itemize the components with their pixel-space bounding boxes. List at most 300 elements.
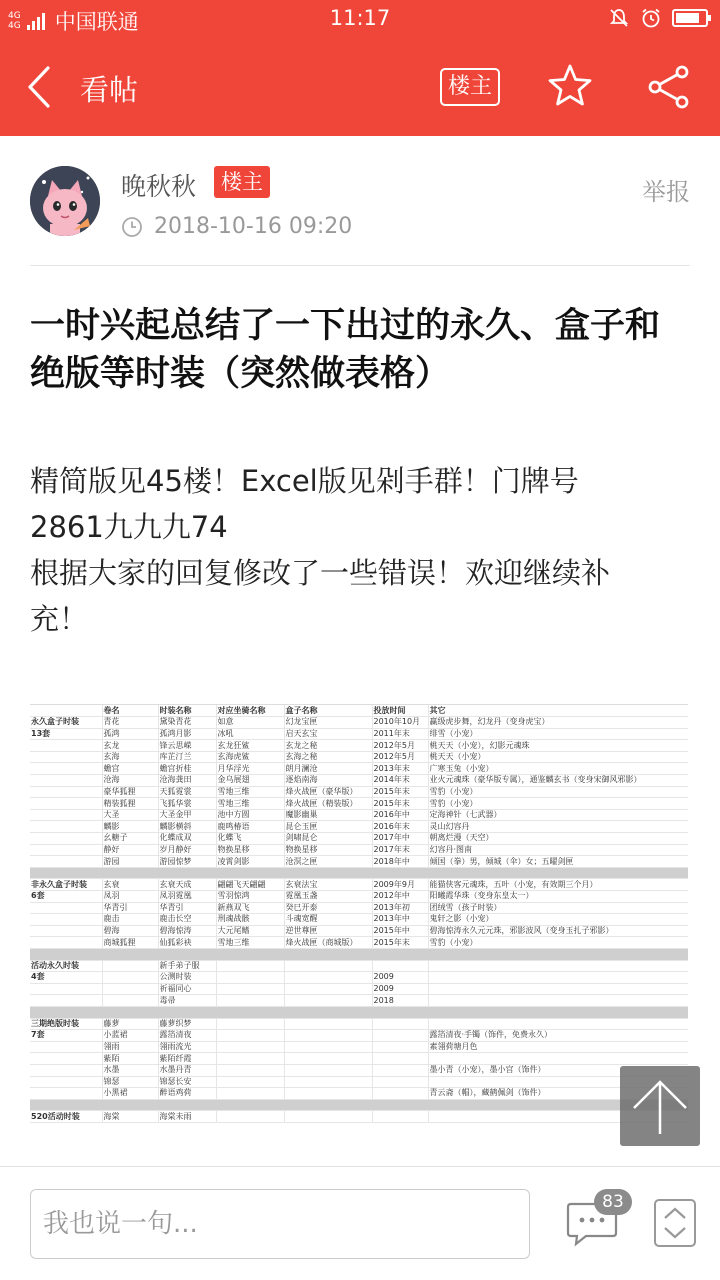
table-cell: 玄衰法宝 bbox=[284, 879, 372, 891]
table-row bbox=[30, 995, 688, 1007]
table-cell bbox=[216, 960, 284, 972]
table-cell: 孤鸿月影 bbox=[158, 728, 216, 740]
table-cell: 阳曦霞华珠（变身东皇太一） bbox=[428, 891, 688, 903]
table-cell: 化蝶成双 bbox=[158, 833, 216, 845]
scroll-toggle-button[interactable] bbox=[654, 1199, 696, 1247]
table-cell: 2011年末 bbox=[372, 728, 428, 740]
table-cell: 雪羽惊鸿 bbox=[216, 891, 284, 903]
table-cell bbox=[216, 1053, 284, 1065]
table-cell: 翎雨流光 bbox=[158, 1041, 216, 1053]
table-cell: 灵山幻容丹 bbox=[428, 821, 688, 833]
table-cell: 游园惊梦 bbox=[158, 856, 216, 868]
owner-badge: 楼主 bbox=[214, 166, 270, 198]
back-arrow-icon[interactable] bbox=[20, 64, 64, 110]
table-cell: 蟾宫 bbox=[102, 763, 158, 775]
table-row bbox=[30, 937, 688, 949]
table-cell: 业火元魂珠（豪华版专属），通鉴麟玄书（变身宋御风邪影） bbox=[428, 775, 688, 787]
table-cell: 水墨 bbox=[102, 1064, 158, 1076]
table-cell: 2013年初 bbox=[372, 902, 428, 914]
table-cell: 凌霄剑影 bbox=[216, 856, 284, 868]
table-cell: 对应坐骑名称 bbox=[216, 705, 284, 717]
table-cell: 2018 bbox=[372, 995, 428, 1007]
table-cell: 非永久盒子时装 bbox=[30, 879, 102, 891]
table-cell: 烽火战匣（商城版） bbox=[284, 937, 372, 949]
alarm-icon bbox=[640, 7, 662, 29]
arrow-up-icon bbox=[620, 1066, 700, 1146]
table-cell: 醉语鸡荷 bbox=[158, 1088, 216, 1100]
table-cell bbox=[216, 995, 284, 1007]
table-cell bbox=[284, 972, 372, 984]
table-row bbox=[30, 1053, 688, 1065]
table-cell: 鹿鸣椿语 bbox=[216, 821, 284, 833]
table-cell bbox=[216, 1030, 284, 1042]
bottom-bar bbox=[0, 1166, 720, 1280]
table-cell: 露箔清夜·手镯（饰件，免费永久） bbox=[428, 1030, 688, 1042]
table-separator bbox=[30, 867, 688, 879]
table-cell bbox=[284, 1053, 372, 1065]
table-cell bbox=[30, 833, 102, 845]
table-cell bbox=[284, 1018, 372, 1030]
network-type-bottom: 4G bbox=[8, 21, 21, 31]
share-icon[interactable] bbox=[646, 64, 692, 110]
post-body-line: 精简版见45楼！Excel版见剁手群！门牌号 bbox=[30, 464, 579, 498]
table-cell: 祈福同心 bbox=[158, 983, 216, 995]
table-cell bbox=[30, 844, 102, 856]
table-row bbox=[30, 891, 688, 903]
table-cell: 物换星移 bbox=[216, 844, 284, 856]
table-cell: 鹿击长空 bbox=[158, 914, 216, 926]
table-cell bbox=[30, 775, 102, 787]
table-cell bbox=[30, 914, 102, 926]
table-cell bbox=[284, 1076, 372, 1088]
table-cell: 玄龙 bbox=[102, 740, 158, 752]
table-cell: 幻容丹·图南 bbox=[428, 844, 688, 856]
table-cell: 2016年末 bbox=[372, 821, 428, 833]
table-cell bbox=[30, 1076, 102, 1088]
table-cell bbox=[284, 960, 372, 972]
table-cell: 玄衰 bbox=[102, 879, 158, 891]
table-cell bbox=[216, 1076, 284, 1088]
table-cell: 斗魂宽醒 bbox=[284, 914, 372, 926]
table-cell bbox=[284, 1030, 372, 1042]
table-row bbox=[30, 925, 688, 937]
table-cell: 游园 bbox=[102, 856, 158, 868]
battery-level bbox=[676, 13, 699, 23]
table-row bbox=[30, 914, 688, 926]
table-cell: 投放时间 bbox=[372, 705, 428, 717]
table-row bbox=[30, 809, 688, 821]
table-cell: 新手弟子服 bbox=[158, 960, 216, 972]
table-cell: 麟影横斜 bbox=[158, 821, 216, 833]
table-cell: 昆仑玉匣 bbox=[284, 821, 372, 833]
table-cell: 露箔清夜 bbox=[158, 1030, 216, 1042]
table-cell: 团绒雪（孩子时装） bbox=[428, 902, 688, 914]
table-cell: 孤鸿 bbox=[102, 728, 158, 740]
status-bar bbox=[0, 0, 720, 38]
table-row bbox=[30, 751, 688, 763]
table-cell: 黛染青花 bbox=[158, 717, 216, 729]
table-cell: 2015年末 bbox=[372, 798, 428, 810]
table-cell: 魔影幽巢 bbox=[284, 809, 372, 821]
owner-only-button[interactable]: 楼主 bbox=[440, 68, 500, 106]
table-cell bbox=[428, 995, 688, 1007]
table-cell: 2013年末 bbox=[372, 763, 428, 775]
table-cell bbox=[428, 960, 688, 972]
table-cell: 2012年5月 bbox=[372, 740, 428, 752]
table-cell bbox=[30, 809, 102, 821]
table-cell bbox=[30, 925, 102, 937]
table-cell: 锦瑟长安 bbox=[158, 1076, 216, 1088]
table-cell bbox=[372, 1018, 428, 1030]
page-title: 看帖 bbox=[80, 73, 139, 107]
table-cell: 朗月澜沧 bbox=[284, 763, 372, 775]
table-cell: 2015年中 bbox=[372, 925, 428, 937]
table-cell: 2012年5月 bbox=[372, 751, 428, 763]
table-row bbox=[30, 960, 688, 972]
table-cell: 2015年末 bbox=[372, 937, 428, 949]
table-cell: 盒子名称 bbox=[284, 705, 372, 717]
table-cell bbox=[30, 937, 102, 949]
table-cell bbox=[372, 1064, 428, 1076]
table-cell: 天狐霓裳 bbox=[158, 786, 216, 798]
table-cell bbox=[216, 983, 284, 995]
table-cell bbox=[30, 1041, 102, 1053]
table-cell: 岁月静好 bbox=[158, 844, 216, 856]
table-cell: 紫陌 bbox=[102, 1053, 158, 1065]
table-cell: 物换星移 bbox=[284, 844, 372, 856]
table-cell bbox=[216, 1041, 284, 1053]
table-cell bbox=[284, 1064, 372, 1076]
table-row bbox=[30, 972, 688, 984]
table-row bbox=[30, 775, 688, 787]
table-cell: 卷名 bbox=[102, 705, 158, 717]
separator-cell bbox=[30, 1006, 688, 1018]
table-cell: 永久盒子时装 bbox=[30, 717, 102, 729]
table-cell: 翩翩飞天翩翩 bbox=[216, 879, 284, 891]
table-cell: 海棠未雨 bbox=[158, 1111, 216, 1123]
table-cell: 癸巳开泰 bbox=[284, 902, 372, 914]
table-cell: 凤羽 bbox=[102, 891, 158, 903]
table-cell: 玄海之秘 bbox=[284, 751, 372, 763]
table-cell: 青花 bbox=[102, 717, 158, 729]
report-link[interactable]: 举报 bbox=[642, 178, 690, 206]
table-row bbox=[30, 902, 688, 914]
fashion-table bbox=[30, 705, 688, 1123]
table-cell: 蟾宫折桂 bbox=[158, 763, 216, 775]
reply-input[interactable]: 我也说一句... bbox=[30, 1189, 530, 1259]
table-row bbox=[30, 821, 688, 833]
table-cell: 沧溟之匣 bbox=[284, 856, 372, 868]
back-to-top-button[interactable] bbox=[620, 1066, 700, 1146]
table-cell: 逆世尊匣 bbox=[284, 925, 372, 937]
post-body bbox=[30, 458, 694, 642]
table-cell: 玄龙之秘 bbox=[284, 740, 372, 752]
table-row bbox=[30, 1088, 688, 1100]
table-cell: 玄衰天成 bbox=[158, 879, 216, 891]
table-cell: 小蓝裙 bbox=[102, 1030, 158, 1042]
table-cell bbox=[30, 705, 102, 717]
table-cell: 玄海虎鲨 bbox=[216, 751, 284, 763]
table-row bbox=[30, 879, 688, 891]
table-cell: 沧海 bbox=[102, 775, 158, 787]
table-cell: 7套 bbox=[30, 1030, 102, 1042]
table-cell bbox=[284, 995, 372, 1007]
table-cell: 刑魂战骸 bbox=[216, 914, 284, 926]
table-cell: 能猫侠客元魂珠，五叶（小宠，有效期三个月） bbox=[428, 879, 688, 891]
table-cell: 库芷汀兰 bbox=[158, 751, 216, 763]
table-cell bbox=[372, 1041, 428, 1053]
table-cell: 烽火战匣（豪华版） bbox=[284, 786, 372, 798]
table-cell: 池中方圆 bbox=[216, 809, 284, 821]
table-cell: 2009 bbox=[372, 972, 428, 984]
table-cell: 青云斋（帽），藏鹤佩剑（饰件） bbox=[428, 1088, 688, 1100]
table-cell bbox=[30, 983, 102, 995]
table-cell: 520活动时装 bbox=[30, 1111, 102, 1123]
table-row bbox=[30, 763, 688, 775]
table-cell: 逐焰南海 bbox=[284, 775, 372, 787]
table-cell: 精装狐狸 bbox=[102, 798, 158, 810]
table-cell: 锦瑟 bbox=[102, 1076, 158, 1088]
table-cell: 海棠 bbox=[102, 1111, 158, 1123]
clock-icon bbox=[121, 216, 143, 238]
table-cell: 仙狐彩袂 bbox=[158, 937, 216, 949]
comment-count-badge: 83 bbox=[594, 1189, 632, 1215]
table-cell bbox=[30, 786, 102, 798]
table-cell: 毒帚 bbox=[158, 995, 216, 1007]
table-cell: 大元尾鳍 bbox=[216, 925, 284, 937]
table-cell bbox=[30, 902, 102, 914]
table-cell: 桃天天（小宠），幻影元魂珠 bbox=[428, 740, 688, 752]
table-cell: 幻龙宝匣 bbox=[284, 717, 372, 729]
table-cell bbox=[216, 1064, 284, 1076]
table-cell bbox=[30, 798, 102, 810]
table-cell bbox=[30, 1088, 102, 1100]
table-cell bbox=[372, 1088, 428, 1100]
table-cell: 小黑裙 bbox=[102, 1088, 158, 1100]
table-row bbox=[30, 1076, 688, 1088]
table-row bbox=[30, 1018, 688, 1030]
table-cell: 启天玄宝 bbox=[284, 728, 372, 740]
table-cell: 2009 bbox=[372, 983, 428, 995]
table-cell bbox=[284, 1111, 372, 1123]
table-cell: 雪地三维 bbox=[216, 786, 284, 798]
table-row bbox=[30, 786, 688, 798]
table-header-row bbox=[30, 705, 688, 717]
table-cell: 翎雨 bbox=[102, 1041, 158, 1053]
table-cell: 玄龙狂鲨 bbox=[216, 740, 284, 752]
table-cell: 朝离烂漫（天空） bbox=[428, 833, 688, 845]
post-title: 一时兴起总结了一下出过的永久、盒子和绝版等时装（突然做表格） bbox=[30, 306, 661, 394]
mute-icon bbox=[608, 7, 630, 29]
table-cell: 2015年末 bbox=[372, 786, 428, 798]
table-row bbox=[30, 833, 688, 845]
table-cell: 2009年9月 bbox=[372, 879, 428, 891]
table-cell bbox=[216, 1088, 284, 1100]
table-cell: 大圣 bbox=[102, 809, 158, 821]
table-cell: 雪地三维 bbox=[216, 937, 284, 949]
table-cell: 2014年末 bbox=[372, 775, 428, 787]
table-cell bbox=[372, 1111, 428, 1123]
table-row bbox=[30, 1111, 688, 1123]
table-cell: 6套 bbox=[30, 891, 102, 903]
post-body-line: 2861九九九74 bbox=[30, 510, 228, 544]
table-cell: 麟影 bbox=[102, 821, 158, 833]
table-cell: 碧海 bbox=[102, 925, 158, 937]
table-cell: 公测时装 bbox=[158, 972, 216, 984]
table-cell bbox=[30, 1053, 102, 1065]
post-body-line: 根据大家的回复修改了一些错误！欢迎继续补 bbox=[30, 556, 611, 590]
table-cell: 2018年中 bbox=[372, 856, 428, 868]
table-cell: 2016年中 bbox=[372, 809, 428, 821]
table-cell bbox=[102, 983, 158, 995]
battery-icon bbox=[672, 9, 708, 27]
table-cell: 商城狐狸 bbox=[102, 937, 158, 949]
carrier-name: 中国联通 bbox=[54, 10, 139, 34]
table-cell bbox=[30, 740, 102, 752]
table-cell bbox=[30, 821, 102, 833]
table-row bbox=[30, 1030, 688, 1042]
table-cell: 静好 bbox=[102, 844, 158, 856]
divider bbox=[30, 265, 690, 266]
table-cell: 凤羽霓凰 bbox=[158, 891, 216, 903]
table-cell: 雪地三维 bbox=[216, 798, 284, 810]
table-cell bbox=[216, 1111, 284, 1123]
table-cell: 赢级虎步舞，幻龙丹（变身虎宝） bbox=[428, 717, 688, 729]
post-timestamp: 2018-10-16 09:20 bbox=[154, 214, 353, 239]
table-cell: 锋云思嵘 bbox=[158, 740, 216, 752]
table-cell: 广寒玉兔（小宠） bbox=[428, 763, 688, 775]
table-cell: 如意 bbox=[216, 717, 284, 729]
table-cell: 绯雪（小宠） bbox=[428, 728, 688, 740]
separator-cell bbox=[30, 1099, 688, 1111]
table-cell: 雪豹（小宠） bbox=[428, 798, 688, 810]
table-cell: 素翎荷塘月色 bbox=[428, 1041, 688, 1053]
table-cell: 2010年10月 bbox=[372, 717, 428, 729]
table-cell: 倾国（拳）男，倾城（伞）女；五曜剑匣 bbox=[428, 856, 688, 868]
table-cell: 水墨丹青 bbox=[158, 1064, 216, 1076]
table-cell: 沧海龚田 bbox=[158, 775, 216, 787]
table-row bbox=[30, 717, 688, 729]
table-cell: 鹿击 bbox=[102, 914, 158, 926]
table-cell: 豪华狐狸 bbox=[102, 786, 158, 798]
table-cell: 2017年中 bbox=[372, 833, 428, 845]
table-cell bbox=[30, 995, 102, 1007]
table-cell: 2017年末 bbox=[372, 844, 428, 856]
table-cell: 藤萝织梦 bbox=[158, 1018, 216, 1030]
table-cell: 三期绝版时装 bbox=[30, 1018, 102, 1030]
table-row bbox=[30, 798, 688, 810]
table-cell: 2013年中 bbox=[372, 914, 428, 926]
table-row bbox=[30, 740, 688, 752]
table-cell: 鬼轩之影（小宠） bbox=[428, 914, 688, 926]
table-cell bbox=[102, 995, 158, 1007]
table-row bbox=[30, 856, 688, 868]
table-cell: 月华浮光 bbox=[216, 763, 284, 775]
table-cell: 大圣金甲 bbox=[158, 809, 216, 821]
table-cell: 定海神针（七武器） bbox=[428, 809, 688, 821]
table-cell bbox=[428, 972, 688, 984]
table-cell: 13套 bbox=[30, 728, 102, 740]
table-row bbox=[30, 1041, 688, 1053]
author-name[interactable]: 晚秋秋 bbox=[121, 172, 197, 201]
chevron-up-down-icon bbox=[656, 1201, 694, 1245]
table-cell bbox=[216, 1018, 284, 1030]
table-cell bbox=[30, 763, 102, 775]
spreadsheet-image[interactable] bbox=[30, 704, 688, 1164]
table-separator bbox=[30, 1006, 688, 1018]
star-icon[interactable] bbox=[547, 63, 593, 109]
table-cell bbox=[372, 1030, 428, 1042]
table-cell: 藤萝 bbox=[102, 1018, 158, 1030]
table-cell bbox=[372, 1053, 428, 1065]
table-cell: 化蝶飞 bbox=[216, 833, 284, 845]
table-separator bbox=[30, 948, 688, 960]
table-cell: 雪豹（小宠） bbox=[428, 786, 688, 798]
table-cell: 4套 bbox=[30, 972, 102, 984]
table-row bbox=[30, 983, 688, 995]
table-cell: 新燕双飞 bbox=[216, 902, 284, 914]
separator-cell bbox=[30, 948, 688, 960]
table-cell bbox=[102, 960, 158, 972]
table-cell: 幺糖子 bbox=[102, 833, 158, 845]
table-cell: 雪豹（小宠） bbox=[428, 937, 688, 949]
table-cell bbox=[30, 856, 102, 868]
table-cell: 金乌展翅 bbox=[216, 775, 284, 787]
table-cell: 其它 bbox=[428, 705, 688, 717]
table-cell: 冰吼 bbox=[216, 728, 284, 740]
network-type-top: 4G bbox=[8, 11, 21, 21]
table-separator bbox=[30, 1099, 688, 1111]
table-cell: 碧海惊涛永久元元珠，邪影波风（变身玉扎子邪影） bbox=[428, 925, 688, 937]
table-cell: 玄海 bbox=[102, 751, 158, 763]
table-cell: 紫陌纤霞 bbox=[158, 1053, 216, 1065]
table-cell bbox=[284, 1041, 372, 1053]
table-cell: 霓凰玉盏 bbox=[284, 891, 372, 903]
table-cell: 墨小青（小宠），墨小宫（饰件） bbox=[428, 1064, 688, 1076]
avatar-cat-icon bbox=[30, 166, 100, 236]
status-time: 11:17 bbox=[329, 6, 391, 30]
table-cell: 华青引 bbox=[158, 902, 216, 914]
table-cell bbox=[284, 1088, 372, 1100]
table-row bbox=[30, 728, 688, 740]
table-cell: 飞狐华裳 bbox=[158, 798, 216, 810]
table-cell: 剑啸昆仑 bbox=[284, 833, 372, 845]
table-cell bbox=[428, 1053, 688, 1065]
table-cell bbox=[428, 983, 688, 995]
table-cell bbox=[372, 1076, 428, 1088]
post-body-line: 充！ bbox=[30, 602, 89, 636]
table-cell: 时装名称 bbox=[158, 705, 216, 717]
table-cell bbox=[428, 1018, 688, 1030]
table-cell bbox=[216, 972, 284, 984]
table-cell bbox=[372, 960, 428, 972]
table-cell: 碧海惊涛 bbox=[158, 925, 216, 937]
table-cell: 桃天天（小宠） bbox=[428, 751, 688, 763]
separator-cell bbox=[30, 867, 688, 879]
table-cell: 烽火战匣（精装版） bbox=[284, 798, 372, 810]
table-cell bbox=[102, 972, 158, 984]
table-row bbox=[30, 844, 688, 856]
nav-bar bbox=[0, 38, 720, 136]
table-cell bbox=[30, 1064, 102, 1076]
table-row bbox=[30, 1064, 688, 1076]
avatar[interactable] bbox=[30, 166, 100, 236]
table-cell bbox=[284, 983, 372, 995]
table-cell: 活动永久时装 bbox=[30, 960, 102, 972]
table-cell: 2012年中 bbox=[372, 891, 428, 903]
table-cell: 华青引 bbox=[102, 902, 158, 914]
table-cell bbox=[30, 751, 102, 763]
